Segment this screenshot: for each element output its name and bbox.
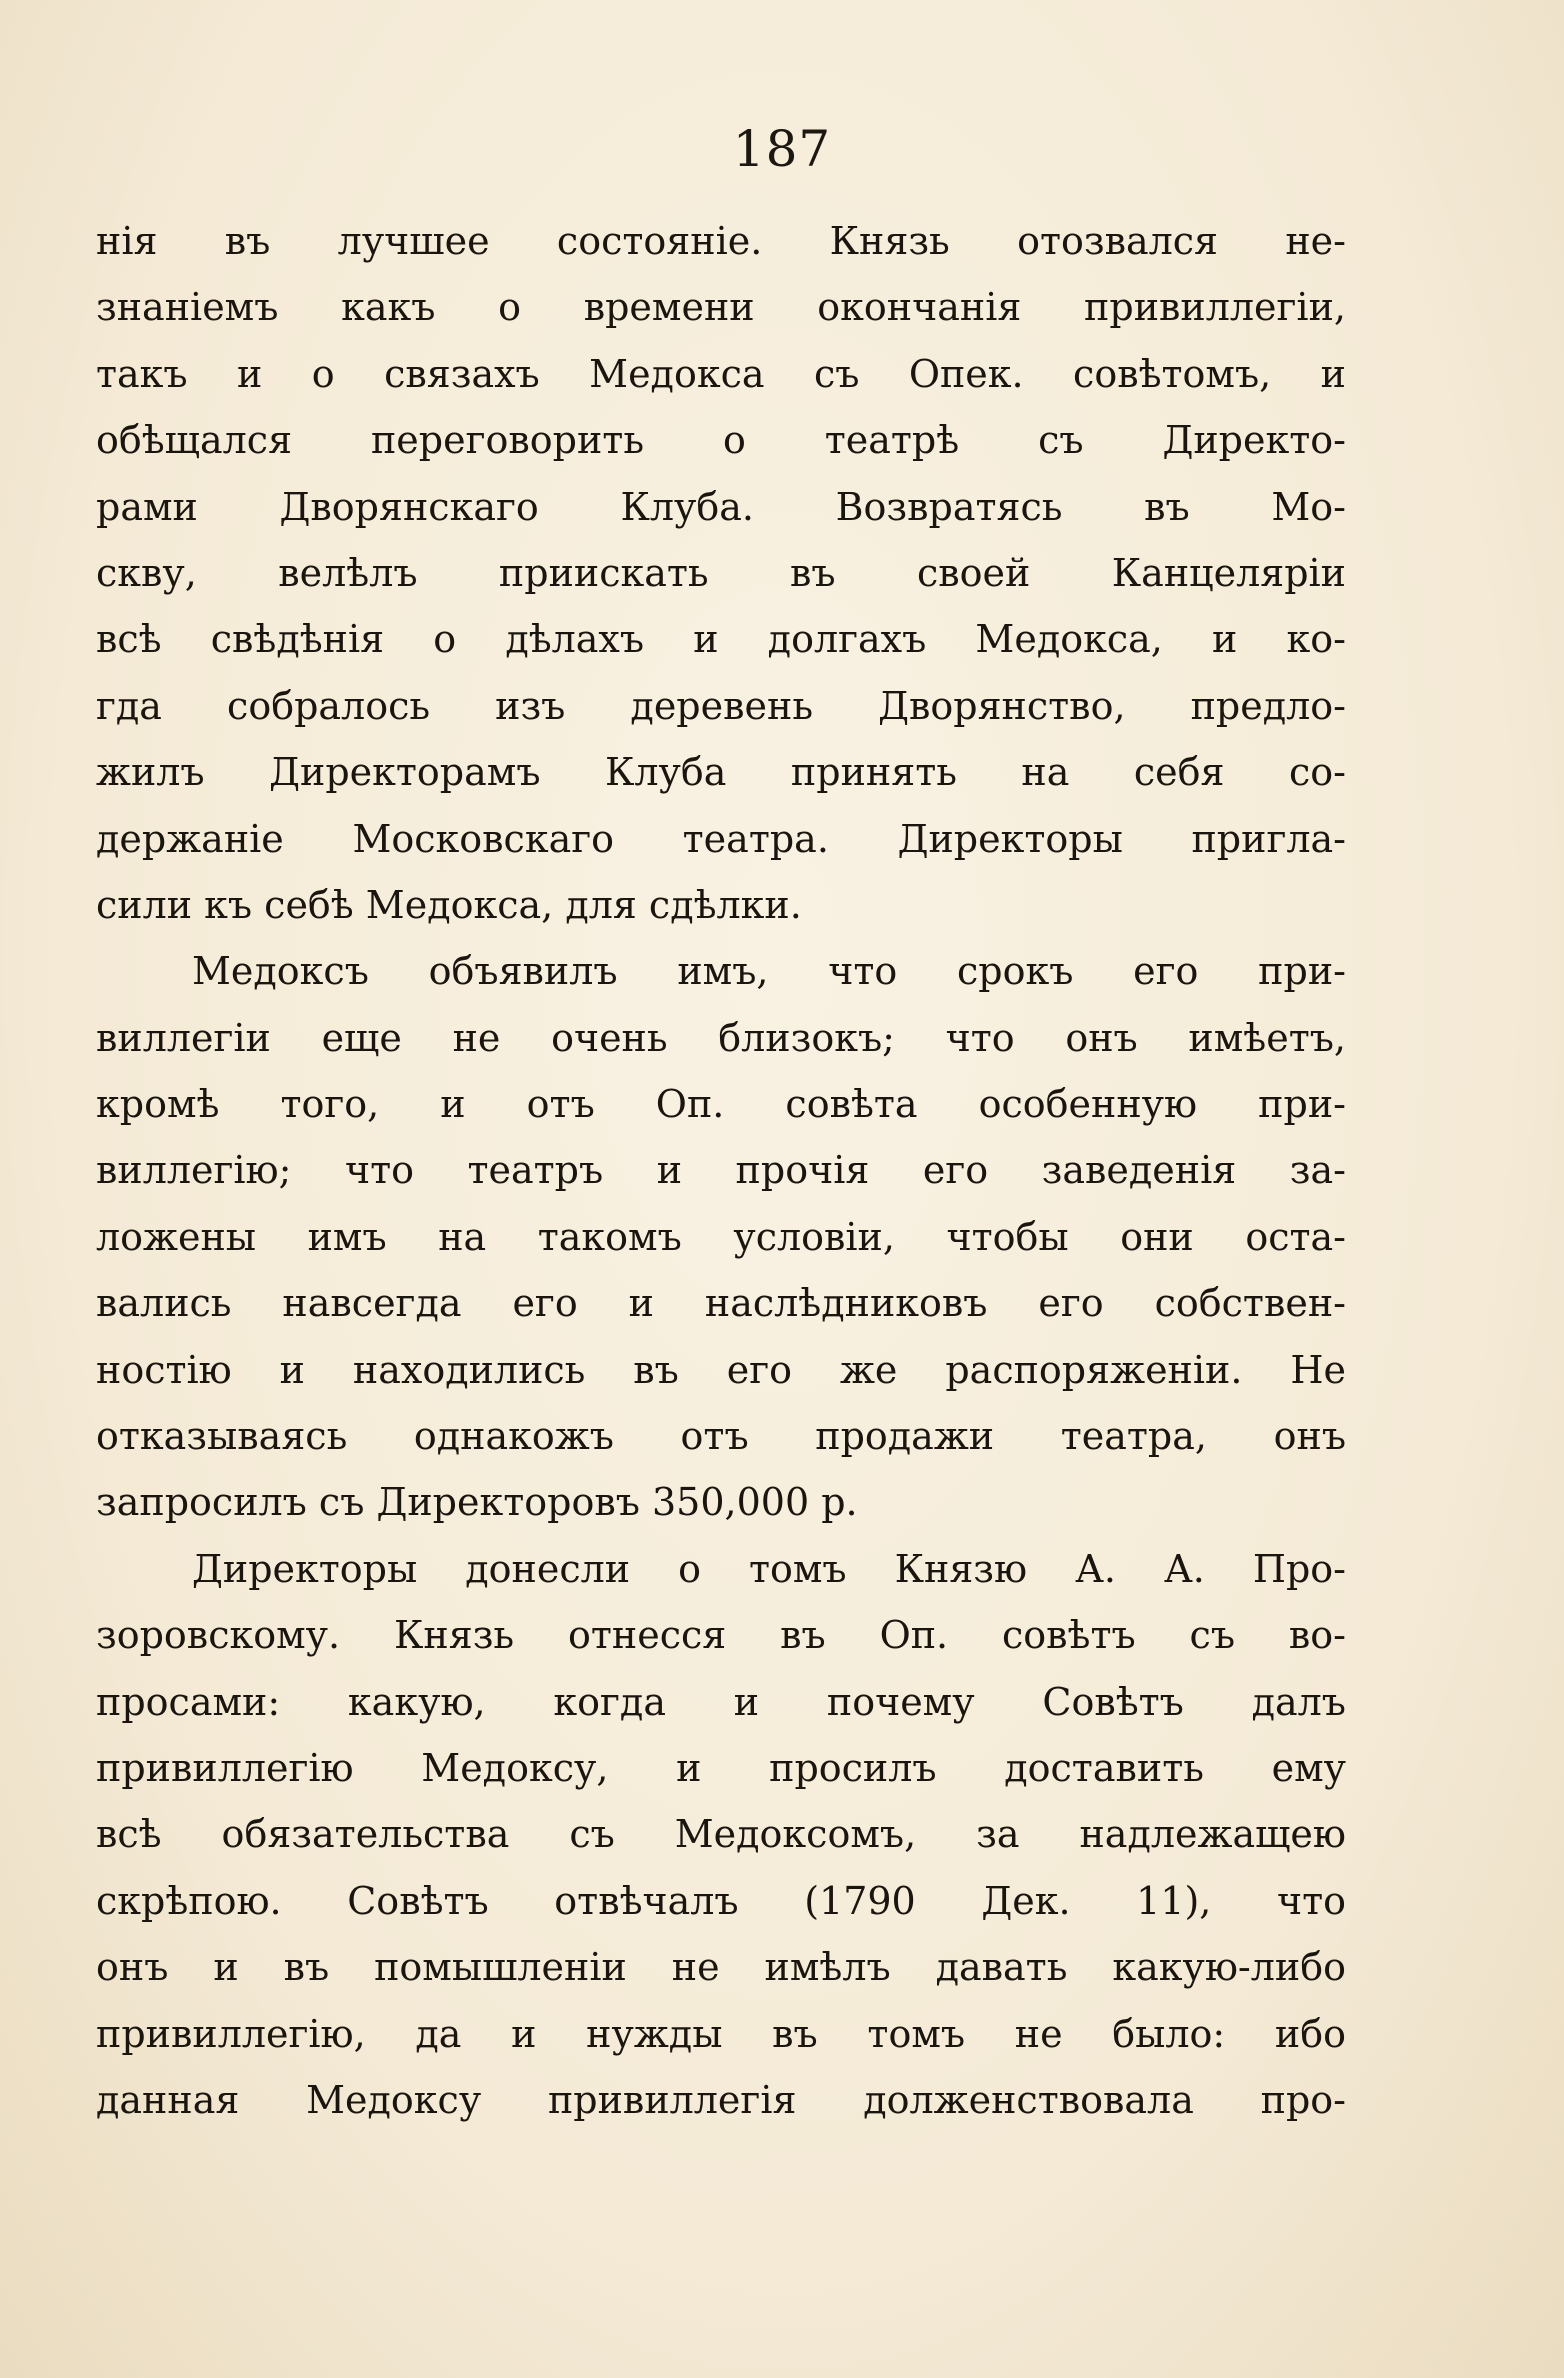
text-line: просами: какую, когда и почему Совѣтъ далъ [96,1679,1346,1724]
text-line: сили къ себѣ Медокса, для сдѣлки. [96,882,802,927]
page-number: 187 [732,120,832,178]
paragraph [96,1536,1346,2134]
text-line: знаніемъ какъ о времени окончанія привиллегіи, [96,285,1346,330]
text-line: отказываясь однакожъ отъ продажи театра, онъ [96,1414,1346,1459]
text-line: такъ и о связахъ Медокса съ Опек. совѣтомъ, и [96,351,1346,396]
text-line: виллегію; что театръ и прочія его заведенія за- [96,1148,1346,1193]
text-line: онъ и въ помышленіи не имѣлъ давать какую-либо [96,1945,1346,1990]
text-line: виллегіи еще не очень близокъ; что онъ имѣетъ, [96,1015,1346,1060]
text-line: держаніе Московскаго театра. Директоры пригла- [96,816,1346,861]
text-line: вались навсегда его и наслѣдниковъ его собствен- [96,1281,1346,1326]
text-line: жилъ Директорамъ Клуба принять на себя со- [96,750,1346,795]
text-line: Директоры донесли о томъ Князю А. А. Про- [192,1546,1346,1591]
text-line: Медоксъ объявилъ имъ, что срокъ его при- [192,949,1346,994]
text-line: скрѣпою. Совѣтъ отвѣчалъ (1790 Дек. 11), что [96,1878,1346,1923]
paragraph [96,938,1346,1536]
text-line: данная Медоксу привиллегія долженствовала про- [96,2077,1346,2122]
text-line: ностію и находились въ его же распоряженіи. Не [96,1347,1346,1392]
text-line: запросилъ съ Директоровъ 350,000 р. [96,1480,858,1525]
text-line: всѣ свѣдѣнія о дѣлахъ и долгахъ Медокса, и ко- [96,617,1346,662]
text-line: нія въ лучшее состояніе. Князь отозвался не- [96,219,1346,263]
body-text [96,208,1346,2133]
text-line: гда собралось изъ деревень Дворянство, предло- [96,683,1346,728]
paragraph [96,208,1346,938]
text-line: ложены имъ на такомъ условіи, чтобы они оста- [96,1214,1346,1259]
text-line: рами Дворянскаго Клуба. Возвратясь въ Мо- [96,484,1346,529]
text-line: зоровскому. Князь отнесся въ Оп. совѣтъ съ во- [96,1613,1346,1658]
text-line: привиллегію Медоксу, и просилъ доставить ему [96,1745,1346,1790]
text-line: скву, велѣлъ приискать въ своей Канцеляріи [96,550,1346,595]
text-line: кромѣ того, и отъ Оп. совѣта особенную при- [96,1082,1346,1127]
text-line: всѣ обязательства съ Медоксомъ, за надлежащею [96,1812,1346,1857]
text-line: привиллегію, да и нужды въ томъ не было: ибо [96,2011,1346,2056]
text-line: обѣщался переговорить о театрѣ съ Директо- [96,418,1346,463]
